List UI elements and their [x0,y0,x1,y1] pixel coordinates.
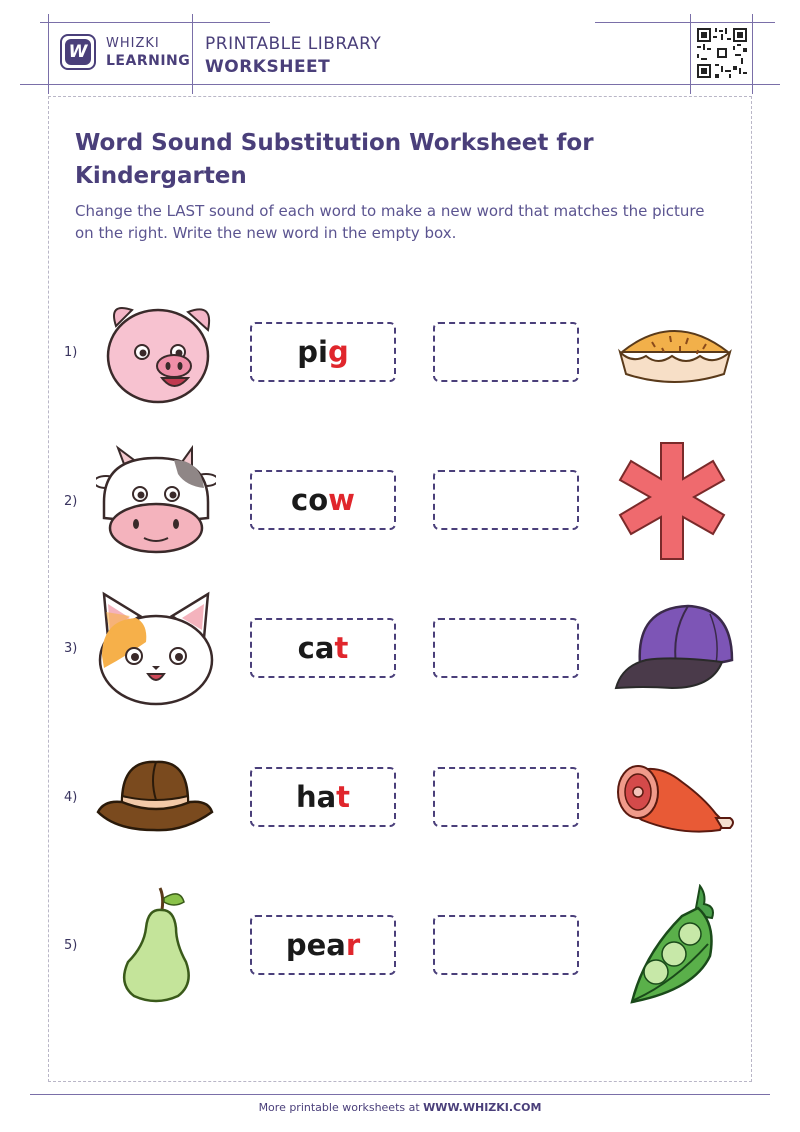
pie-icon [612,318,736,388]
answer-box[interactable] [433,322,579,382]
word-start: pea [285,928,346,962]
answer-box[interactable] [433,767,579,827]
cap-icon [612,602,736,694]
answer-box[interactable] [433,915,579,975]
medical-star-icon [610,440,734,562]
cow-icon [96,444,216,556]
row-number: 5) [64,938,78,953]
footer-text: More printable worksheets at [258,1101,424,1114]
word-start: pi [297,335,328,369]
word-box [250,767,396,827]
word-last-letter: t [336,780,351,814]
answer-box[interactable] [433,618,579,678]
word-last-letter: g [327,335,349,369]
ham-icon [612,758,736,840]
footer-link[interactable]: WWW.WHIZKI.COM [423,1101,542,1114]
brand-name: WHIZKI [106,36,160,51]
row-number: 3) [64,641,78,656]
header-rule [595,22,775,23]
word-start: co [291,483,329,517]
word-start: ha [295,780,337,814]
worksheet-label: WORKSHEET [205,57,331,77]
whizki-logo[interactable] [60,34,96,70]
header-rule [48,14,49,94]
row-number: 4) [64,790,78,805]
word-last-letter: r [345,928,361,962]
word-last-letter: t [334,631,349,665]
row-number: 1) [64,345,78,360]
brand-subname: LEARNING [106,53,191,69]
word-box [250,915,396,975]
pig-icon [98,296,216,408]
answer-box[interactable] [433,470,579,530]
header-rule [690,14,691,94]
header-rule [752,14,753,94]
library-label: PRINTABLE LIBRARY [205,34,382,54]
qr-code-icon[interactable] [697,28,747,78]
pea-pod-icon [624,884,724,1006]
logo-letter: W [65,39,91,65]
worksheet-title: Word Sound Substitution Worksheet for Kindergarten [75,130,594,189]
hat-icon [94,756,216,832]
pear-icon [118,884,194,1004]
word-box [250,322,396,382]
row-number: 2) [64,494,78,509]
header-rule [192,14,193,94]
footer-rule [30,1094,770,1095]
footer [0,1101,800,1114]
instructions: Change the LAST sound of each word to make a new word that matches the picture on the right. Write the new word in the empty box. [75,202,705,242]
word-box [250,470,396,530]
header-rule [20,84,780,85]
word-box [250,618,396,678]
cat-icon [96,590,216,708]
header-rule [40,22,270,23]
word-last-letter: w [328,483,355,517]
word-start: ca [297,631,335,665]
